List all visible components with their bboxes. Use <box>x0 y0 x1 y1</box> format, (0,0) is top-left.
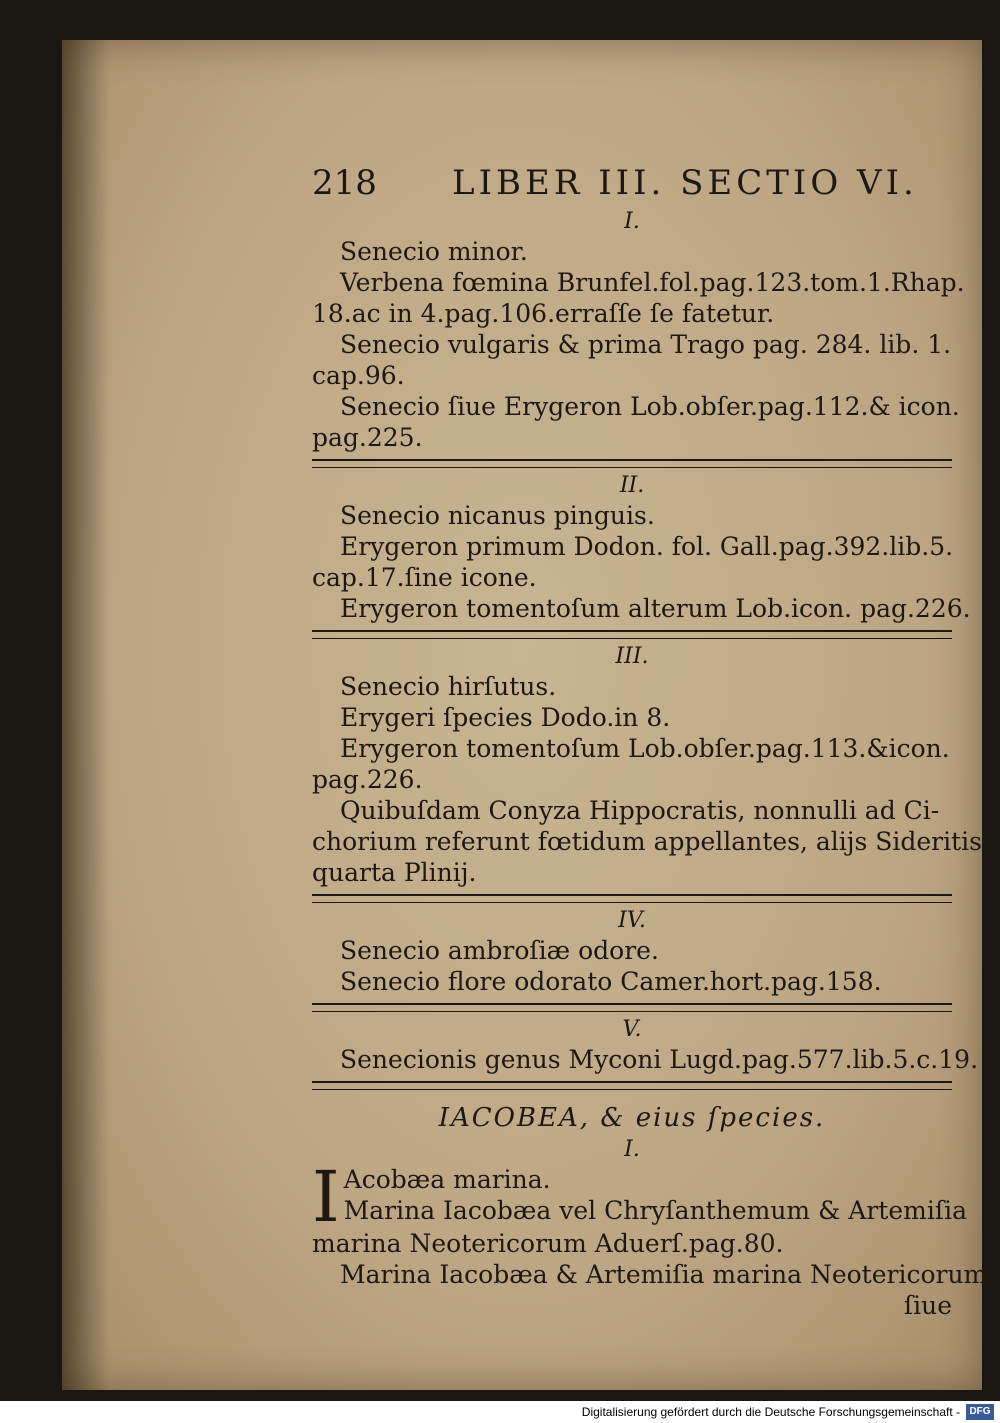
entry-line: Acobæa marina. <box>343 1165 551 1194</box>
section-divider <box>312 1081 952 1090</box>
section-heading: IACOBEA, & eius ſpecies. <box>438 1103 826 1133</box>
section-label: I. <box>624 1137 640 1162</box>
entry-line: Senecio ſiue Erygeron Lob.obſer.pag.112.& icon. <box>340 392 960 421</box>
digitization-footer <box>0 1401 1000 1423</box>
entry-line: Senecio vulgaris & prima Trago pag. 284. lib. 1. <box>340 330 952 359</box>
section-label: IV. <box>618 908 646 933</box>
entry-line: Quibuſdam Conyza Hippocratis, nonnulli ad Ci- <box>340 796 940 825</box>
section-divider <box>312 1003 952 1012</box>
entry-line: 18.ac in 4.pag.106.erraſſe ſe fatetur. <box>312 299 775 328</box>
entry-line: pag.225. <box>312 423 423 452</box>
page-text <box>312 163 996 1321</box>
entry-line: Erygeri ſpecies Dodo.in 8. <box>340 703 671 732</box>
entry-line: quarta Plinij. <box>312 858 477 887</box>
section-divider <box>312 630 952 639</box>
drop-capital: I <box>312 1156 340 1238</box>
section-divider <box>312 894 952 903</box>
page-spine-shadow <box>62 40 110 1390</box>
section-label: II. <box>619 473 645 498</box>
running-title: LIBER III. SECTIO VI. <box>452 163 918 203</box>
section-divider <box>312 459 952 468</box>
entry-line: Erygeron primum Dodon. fol. Gall.pag.392.lib.5. <box>340 532 954 561</box>
entry-line: Senecio flore odorato Camer.hort.pag.158. <box>340 967 882 996</box>
entry-line: cap.17.ſine icone. <box>312 563 537 592</box>
entry-line: Marina Iacobæa & Artemiſia marina Neotericorum, <box>340 1260 996 1289</box>
entry-line: marina Neotericorum Aduerſ.pag.80. <box>312 1229 784 1258</box>
entry-line: chorium referunt fœtidum appellantes, alijs Sideritis <box>312 827 982 856</box>
page-number: 218 <box>312 163 377 203</box>
entry-line: Senecio nicanus pinguis. <box>340 501 655 530</box>
footer-credit: Digitalisierung gefördert durch die Deutsche Forschungsgemeinschaft - <box>581 1405 960 1419</box>
entry-line: Senecionis genus Myconi Lugd.pag.577.lib.5.c.19. <box>340 1045 979 1074</box>
section-label: V. <box>622 1017 642 1042</box>
entry-line: Verbena fœmina Brunfel.fol.pag.123.tom.1.Rhap. <box>340 268 965 297</box>
catchword: ſiue <box>903 1291 952 1320</box>
entry-line: Erygeron tomentoſum alterum Lob.icon. pag.226. <box>340 594 971 623</box>
entry-line: Senecio hirſutus. <box>340 672 557 701</box>
entry-line: Erygeron tomentoſum Lob.obſer.pag.113.&icon. <box>340 734 950 763</box>
entry-line: Senecio minor. <box>340 237 528 266</box>
jacobea-entry <box>312 1156 967 1238</box>
section-label: III. <box>615 644 649 669</box>
entry-line: pag.226. <box>312 765 423 794</box>
running-header <box>312 163 952 208</box>
entry-line: Marina Iacobæa vel Chryſanthemum & Artemiſia <box>343 1196 967 1225</box>
dfg-logo: DFG <box>966 1404 994 1420</box>
entry-line: Senecio ambroſiæ odore. <box>340 936 659 965</box>
book-page <box>62 40 996 1390</box>
entry-line: cap.96. <box>312 361 405 390</box>
section-label: I. <box>624 209 640 234</box>
